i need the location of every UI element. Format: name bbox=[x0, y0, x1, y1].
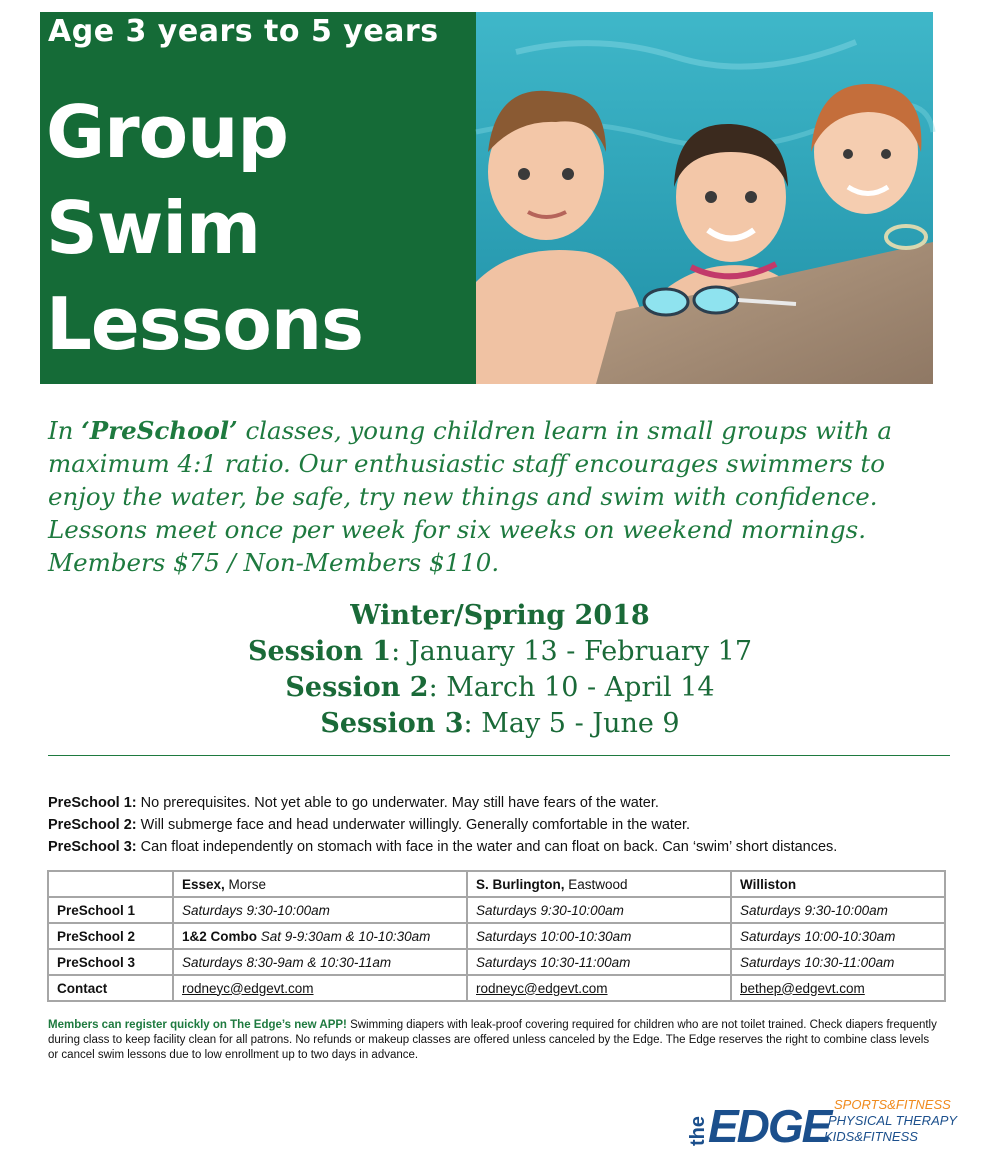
row-level: Contact bbox=[48, 975, 173, 1001]
age-range-label: Age 3 years to 5 years bbox=[48, 14, 439, 49]
location-s-burlington bbox=[467, 871, 731, 897]
session-dates: : March 10 - April 14 bbox=[428, 672, 715, 703]
level-item bbox=[48, 814, 968, 836]
session-name: Session 1 bbox=[247, 636, 392, 667]
s-burlington-contact-cell bbox=[467, 975, 731, 1001]
level-desc: Can float independently on stomach with face in the water and can float on back. Can ‘swim’ short distances. bbox=[136, 839, 838, 855]
season-heading: Winter/Spring 2018 bbox=[350, 600, 650, 631]
location-town: S. Burlington, bbox=[476, 876, 565, 892]
level-descriptions bbox=[48, 792, 968, 858]
s-burlington-time: Saturdays 9:30-10:00am bbox=[467, 897, 731, 923]
policy-text: Swimming diapers with leak-proof covering required for children who are not toilet trained. Check diapers frequently during class to keep facility clean for all patrons. No refunds or makeup classes are offered unless canceled by the Edge. The Edge reserves the right to combine class levels or cancel swim lessons due to low enrollment up to two days in advance. bbox=[48, 1019, 937, 1061]
session-3 bbox=[0, 706, 1000, 742]
logo-line-2: PHYSICAL THERAPY bbox=[828, 1113, 958, 1128]
table-row bbox=[48, 923, 945, 949]
location-town: Essex, bbox=[182, 876, 225, 892]
logo-line-1: SPORTS&FITNESS bbox=[834, 1097, 951, 1112]
intro-body: classes, young children learn in small groups with a maximum 4:1 ratio. Our enthusiastic staff encourages swimmers to enjoy the water, be safe, try new things and swim with confidence. Lessons meet once per week for six weeks on weekend mornings. Members $75 / Non-Members $110. bbox=[48, 416, 892, 577]
level-desc: No prerequisites. Not yet able to go underwater. May still have fears of the water. bbox=[136, 795, 659, 811]
logo-line-3: KIDS&FITNESS bbox=[824, 1129, 918, 1144]
session-dates: : January 13 - February 17 bbox=[391, 636, 753, 667]
header-corner-cell bbox=[48, 871, 173, 897]
essex-contact-cell bbox=[173, 975, 467, 1001]
kids-in-pool-illustration bbox=[476, 12, 933, 384]
williston-contact-cell bbox=[731, 975, 945, 1001]
logo-edge: EDGE bbox=[708, 1100, 831, 1149]
level-name: PreSchool 3: bbox=[48, 839, 137, 855]
location-site: Eastwood bbox=[564, 876, 628, 892]
hero-title-panel bbox=[40, 12, 476, 384]
kids-in-pool-photo bbox=[476, 12, 933, 384]
session-schedule bbox=[0, 598, 1000, 742]
session-name: Session 2 bbox=[285, 672, 429, 703]
title-line-1: Group bbox=[46, 90, 288, 174]
williston-time: Saturdays 10:30-11:00am bbox=[731, 949, 945, 975]
the-edge-logo bbox=[687, 1092, 958, 1149]
level-name: PreSchool 1: bbox=[48, 795, 137, 811]
combo-label: 1&2 Combo bbox=[182, 928, 258, 944]
level-item bbox=[48, 836, 968, 858]
location-essex bbox=[173, 871, 467, 897]
level-desc: Will submerge face and head underwater willingly. Generally comfortable in the water. bbox=[136, 817, 691, 833]
essex-time bbox=[173, 923, 467, 949]
program-description bbox=[48, 414, 948, 579]
title-line-3: Lessons bbox=[46, 282, 363, 366]
essex-contact-email[interactable]: rodneyc@edgevt.com bbox=[182, 980, 314, 996]
session-1 bbox=[0, 634, 1000, 670]
essex-time: Saturdays 8:30-9am & 10:30-11am bbox=[173, 949, 467, 975]
table-row bbox=[48, 897, 945, 923]
location-williston bbox=[731, 871, 945, 897]
table-row bbox=[48, 949, 945, 975]
level-name: PreSchool 2: bbox=[48, 817, 137, 833]
fine-print bbox=[48, 1018, 941, 1063]
intro-prefix: In bbox=[48, 416, 82, 445]
row-level: PreSchool 1 bbox=[48, 897, 173, 923]
essex-time: Saturdays 9:30-10:00am bbox=[173, 897, 467, 923]
combo-times: Sat 9-9:30am & 10-10:30am bbox=[257, 928, 431, 944]
williston-time: Saturdays 10:00-10:30am bbox=[731, 923, 945, 949]
page-title bbox=[46, 84, 363, 372]
hero-banner bbox=[40, 12, 933, 384]
contact-row bbox=[48, 975, 945, 1001]
s-burlington-time: Saturdays 10:30-11:00am bbox=[467, 949, 731, 975]
location-town: Williston bbox=[740, 876, 797, 892]
program-name: ‘PreSchool’ bbox=[81, 416, 238, 445]
session-name: Session 3 bbox=[320, 708, 464, 739]
williston-contact-email[interactable]: bethep@edgevt.com bbox=[740, 980, 865, 996]
row-level: PreSchool 2 bbox=[48, 923, 173, 949]
divider bbox=[48, 755, 950, 756]
logo-the: the bbox=[687, 1116, 709, 1146]
title-line-2: Swim bbox=[46, 186, 261, 270]
app-registration-note: Members can register quickly on The Edge’s new APP! bbox=[48, 1019, 347, 1031]
location-site: Morse bbox=[224, 876, 267, 892]
session-dates: : May 5 - June 9 bbox=[463, 708, 680, 739]
williston-time: Saturdays 9:30-10:00am bbox=[731, 897, 945, 923]
level-item bbox=[48, 792, 968, 814]
location-schedule-table bbox=[47, 870, 946, 1002]
row-level: PreSchool 3 bbox=[48, 949, 173, 975]
table-header-row bbox=[48, 871, 945, 897]
s-burlington-contact-email[interactable]: rodneyc@edgevt.com bbox=[476, 980, 608, 996]
s-burlington-time: Saturdays 10:00-10:30am bbox=[467, 923, 731, 949]
session-2 bbox=[0, 670, 1000, 706]
